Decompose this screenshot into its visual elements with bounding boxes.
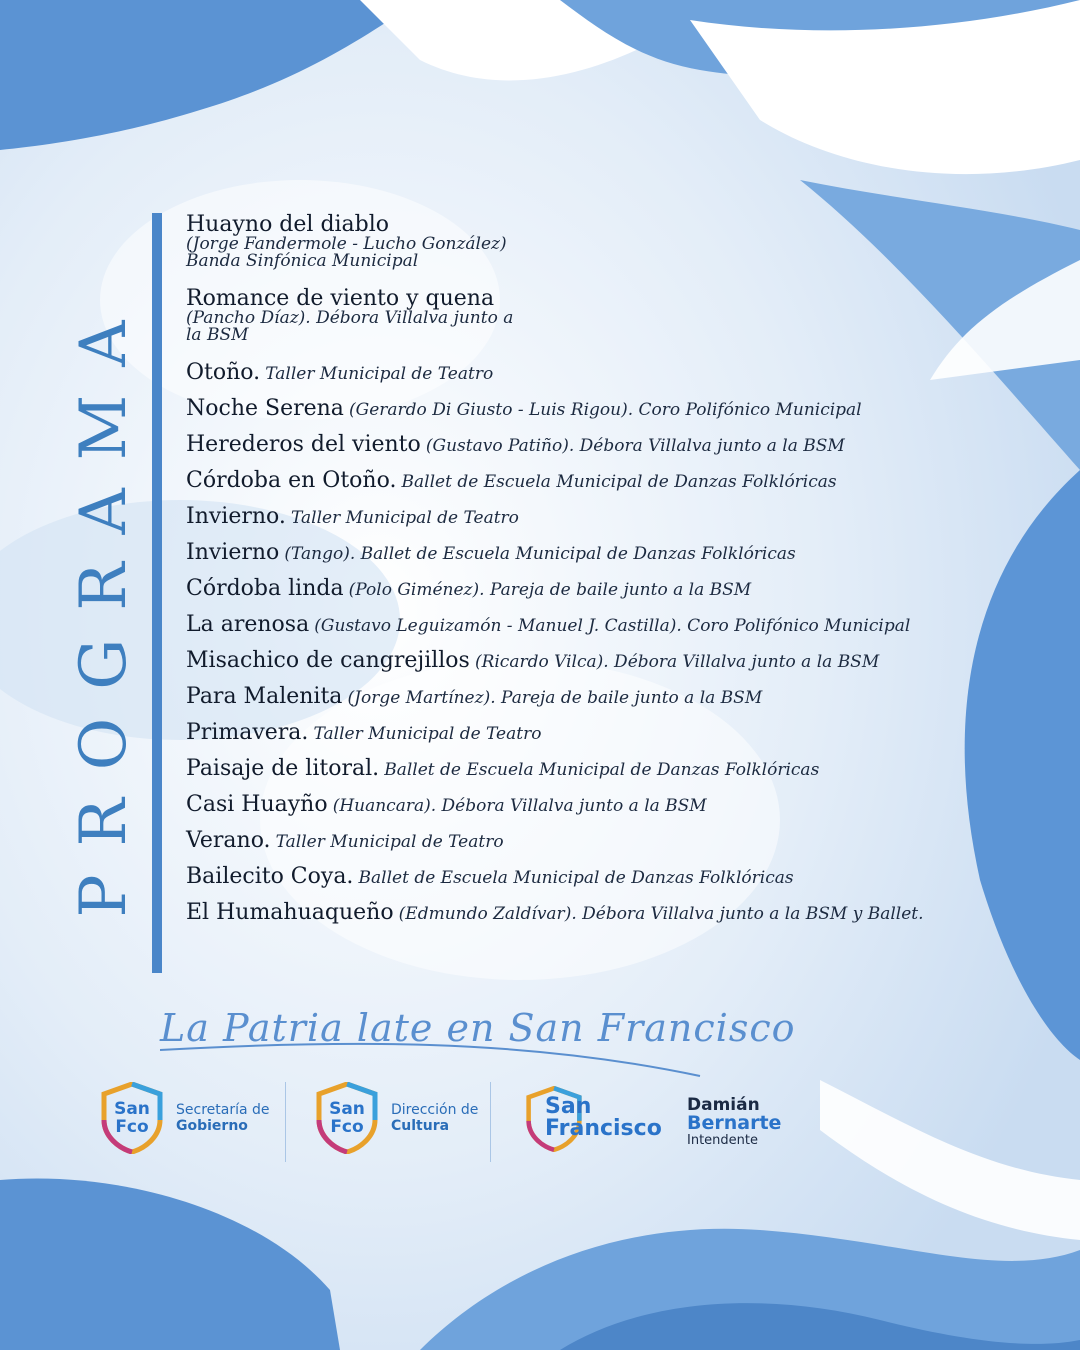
logo-divider [490, 1082, 491, 1162]
city-line2: Francisco [545, 1116, 662, 1141]
svg-text:San: San [329, 1099, 365, 1119]
program-item-detail: (Pancho Díaz). Débora Villalva junto a [186, 308, 514, 328]
program-item [186, 614, 1056, 636]
program-item [186, 542, 1056, 564]
program-item [186, 362, 1056, 384]
program-item-title: Bailecito Coya. [186, 864, 354, 889]
program-item [186, 288, 1056, 344]
program-item-detail-line2: la BSM [186, 325, 249, 345]
program-item-detail: (Gerardo Di Giusto - Luis Rigou). Coro Polifónico Municipal [349, 400, 862, 420]
program-item-title: Paisaje de litoral. [186, 756, 380, 781]
program-item-detail: (Jorge Martínez). Pareja de baile junto a la BSM [347, 688, 763, 708]
logo-san-francisco [525, 1082, 662, 1140]
program-item-detail: Ballet de Escuela Municipal de Danzas Folklóricas [384, 760, 820, 780]
logo-secretaria-gobierno [100, 1082, 270, 1154]
mayor-first-name: Damián [687, 1095, 760, 1115]
program-item-detail: Taller Municipal de Teatro [290, 508, 519, 528]
svg-text:Fco: Fco [330, 1117, 364, 1137]
svg-text:San: San [114, 1099, 150, 1119]
logo-damian-bernarte [687, 1096, 781, 1150]
program-item-title: Otoño. [186, 360, 261, 385]
slogan: La Patria late en San Francisco [160, 1006, 796, 1050]
program-item [186, 650, 1056, 672]
cultura-line1: Dirección de [391, 1102, 479, 1118]
program-item-detail: Taller Municipal de Teatro [265, 364, 494, 384]
program-item-title: Misachico de cangrejillos [186, 648, 470, 673]
program-item-title: Verano. [186, 828, 271, 853]
program-item [186, 686, 1056, 708]
gobierno-line1: Secretaría de [176, 1102, 270, 1118]
program-item-detail: (Edmundo Zaldívar). Débora Villalva junto a la BSM y Ballet. [398, 904, 924, 924]
logos-row [100, 1082, 800, 1162]
program-item-detail: Ballet de Escuela Municipal de Danzas Folklóricas [401, 472, 837, 492]
program-item-title: Noche Serena [186, 396, 344, 421]
program-item-detail: Taller Municipal de Teatro [313, 724, 542, 744]
program-item-detail-line2: Banda Sinfónica Municipal [186, 251, 419, 271]
program-item-detail: (Polo Giménez). Pareja de baile junto a la BSM [348, 580, 752, 600]
program-item [186, 398, 1056, 420]
program-item-detail: (Gustavo Patiño). Débora Villalva junto a la BSM [425, 436, 845, 456]
program-item-title: Casi Huayño [186, 792, 328, 817]
vertical-accent-bar [152, 213, 162, 973]
program-item [186, 902, 1056, 924]
san-fco-shield-icon [315, 1082, 379, 1154]
gobierno-line2: Gobierno [176, 1118, 248, 1134]
san-fco-shield-icon [100, 1082, 164, 1154]
program-item [186, 758, 1056, 780]
logo-direccion-cultura [315, 1082, 478, 1154]
logo-divider [285, 1082, 286, 1162]
program-item [186, 794, 1056, 816]
program-item [186, 470, 1056, 492]
program-item [186, 434, 1056, 456]
program-item-title: Invierno [186, 540, 280, 565]
program-item-title: Córdoba en Otoño. [186, 468, 397, 493]
program-item-detail: (Jorge Fandermole - Lucho González) [186, 234, 507, 254]
program-item-title: Córdoba linda [186, 576, 344, 601]
program-item-title: Primavera. [186, 720, 309, 745]
program-item-detail: (Tango). Ballet de Escuela Municipal de Danzas Folklóricas [284, 544, 796, 564]
cultura-line2: Cultura [391, 1118, 450, 1134]
program-item-detail: Taller Municipal de Teatro [275, 832, 504, 852]
mayor-last-name: Bernarte [687, 1112, 782, 1134]
program-item-detail: (Huancara). Débora Villalva junto a la BSM [332, 796, 707, 816]
program-item-title: Invierno. [186, 504, 286, 529]
program-item-detail: Ballet de Escuela Municipal de Danzas Folklóricas [358, 868, 794, 888]
program-item-title: El Humahuaqueño [186, 900, 394, 925]
program-item-title: Para Malenita [186, 684, 343, 709]
svg-text:Fco: Fco [115, 1117, 149, 1137]
program-item [186, 214, 1056, 270]
program-item-detail: (Ricardo Vilca). Débora Villalva junto a la BSM [474, 652, 880, 672]
program-item-title: Romance de viento y quena [186, 286, 495, 311]
program-item [186, 866, 1056, 888]
mayor-role: Intendente [687, 1133, 758, 1148]
city-line1: San [545, 1094, 592, 1119]
program-item [186, 578, 1056, 600]
program-item-title: Huayno del diablo [186, 212, 390, 237]
side-title: PROGRAMA [67, 292, 141, 918]
program-item [186, 506, 1056, 528]
program-item-title: La arenosa [186, 612, 310, 637]
program-item [186, 722, 1056, 744]
program-list [186, 214, 1056, 938]
program-item-title: Herederos del viento [186, 432, 421, 457]
program-item-detail: (Gustavo Leguizamón - Manuel J. Castilla). Coro Polifónico Municipal [314, 616, 911, 636]
program-item [186, 830, 1056, 852]
slogan-underline [160, 1040, 720, 1080]
